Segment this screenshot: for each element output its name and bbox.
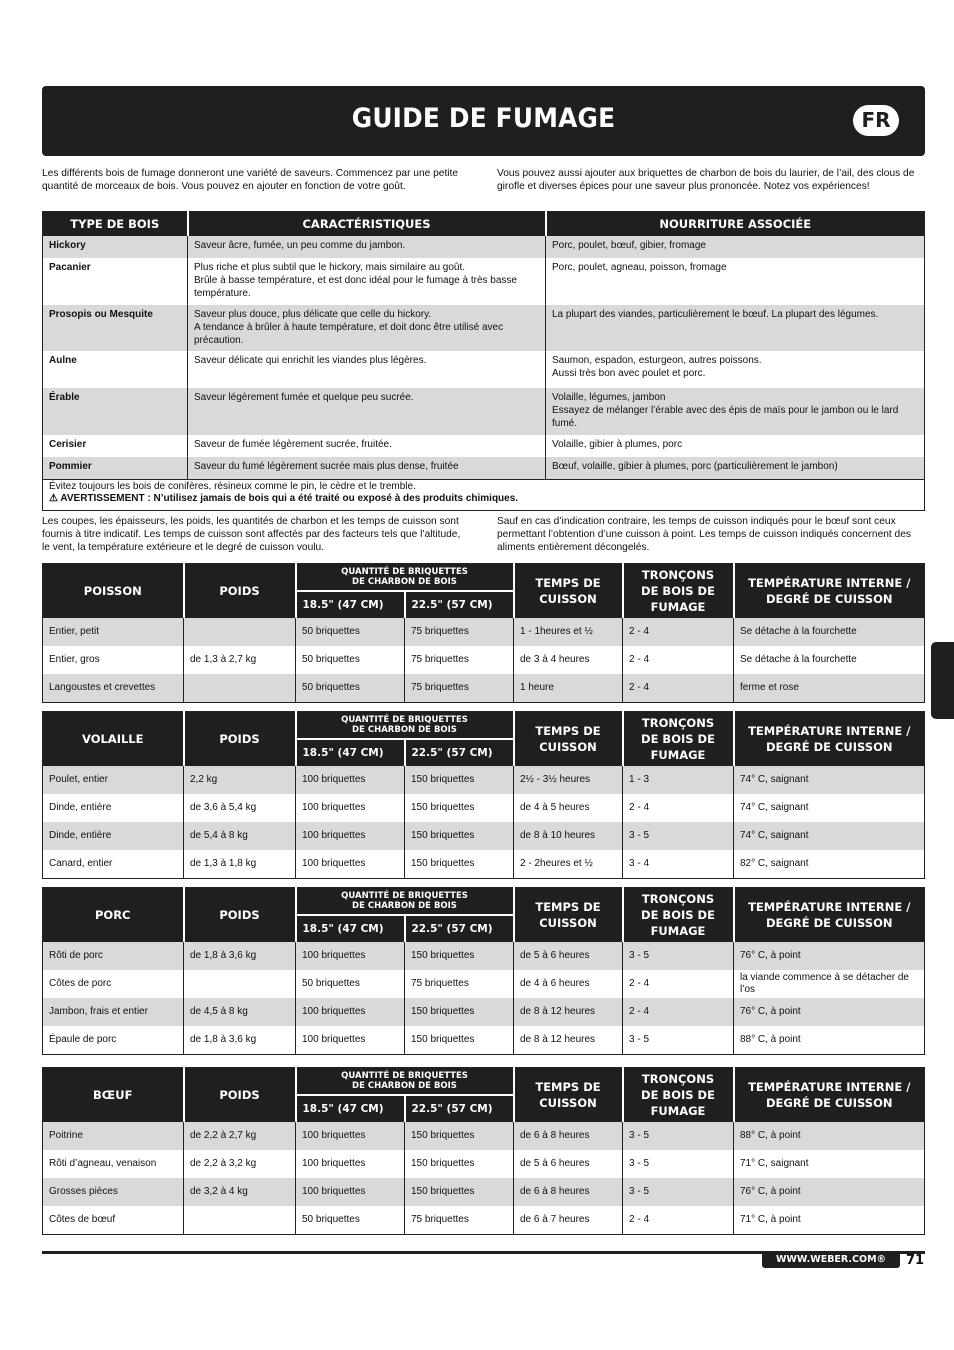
- wood-characteristics: Saveur de fumée légèrement sucrée, fruitée.: [188, 435, 546, 457]
- poisson-table: [42, 563, 925, 703]
- header-category: PORC: [43, 888, 184, 943]
- table-header-row: [43, 564, 925, 592]
- briquettes-57cm: 75 briquettes: [405, 1206, 514, 1235]
- briquettes-47cm: 100 briquettes: [296, 1178, 405, 1206]
- internal-temperature: 71° C, saignant: [734, 1150, 925, 1178]
- internal-temperature: 76° C, à point: [734, 942, 925, 970]
- briquettes-57cm: 75 briquettes: [405, 646, 514, 674]
- header-internal-temperature: TEMPÉRATURE INTERNE / DEGRÉ DE CUISSON: [734, 1068, 925, 1123]
- internal-temperature: la viande commence à se détacher de l’os: [734, 970, 925, 998]
- table-row: [43, 1178, 925, 1206]
- cooking-time: de 4 à 6 heures: [514, 970, 623, 998]
- wood-food: Porc, poulet, bœuf, gibier, fromage: [546, 236, 925, 258]
- briquettes-47cm: 100 briquettes: [296, 1122, 405, 1150]
- item-weight: de 2,2 à 2,7 kg: [184, 1122, 296, 1150]
- cooking-time: 1 heure: [514, 674, 623, 703]
- header-weight: POIDS: [184, 712, 296, 767]
- table-row: [43, 674, 925, 703]
- cooking-time: de 6 à 7 heures: [514, 1206, 623, 1235]
- header-size-57cm: 22.5" (57 CM): [405, 915, 514, 942]
- item-name: Entier, petit: [43, 618, 184, 646]
- briquettes-47cm: 100 briquettes: [296, 822, 405, 850]
- header-internal-temperature: TEMPÉRATURE INTERNE / DEGRÉ DE CUISSON: [734, 888, 925, 943]
- briquettes-57cm: 150 briquettes: [405, 942, 514, 970]
- wood-name: Pommier: [43, 457, 188, 479]
- header-weight: POIDS: [184, 564, 296, 619]
- briquettes-57cm: 150 briquettes: [405, 822, 514, 850]
- wood-chunks: 3 - 5: [623, 1026, 734, 1055]
- item-name: Entier, gros: [49, 654, 100, 665]
- briquettes-47cm: 50 briquettes: [296, 618, 405, 646]
- wood-row: [43, 305, 925, 351]
- wood-chunks: 2 - 4: [623, 998, 734, 1026]
- wood-chunks: 2 - 4: [623, 646, 734, 674]
- header-cooking-time: TEMPS DE CUISSON: [514, 888, 623, 943]
- header-size-57cm: 22.5" (57 CM): [405, 739, 514, 766]
- table-row: [43, 1026, 925, 1055]
- cooking-time: 2½ - 3½ heures: [514, 766, 623, 794]
- header-size-57cm: 22.5" (57 CM): [405, 1095, 514, 1122]
- internal-temperature: ferme et rose: [734, 674, 925, 703]
- item-name: Côtes de bœuf: [49, 1214, 116, 1225]
- header-briquette-quantity: QUANTITÉ DE BRIQUETTES DE CHARBON DE BOIS: [296, 1068, 514, 1096]
- header-weight: POIDS: [184, 888, 296, 943]
- item-weight: [184, 674, 296, 703]
- item-weight: de 1,3 à 1,8 kg: [184, 850, 296, 879]
- mid-left: Les coupes, les épaisseurs, les poids, les quantités de charbon et les temps de cuisson sont fournis à titre indicatif. Les temps de cuisson sont affectés par des facteurs tels que l’altitude, le vent, la température extérieure et le degré de cuisson voulu.: [42, 516, 461, 553]
- wood-food: Volaille, légumes, jambon Essayez de mélanger l’érable avec des épis de maïs pour le jambon ou le lard fumé.: [546, 388, 925, 435]
- briquettes-57cm: 150 briquettes: [405, 998, 514, 1026]
- cooking-time: 2 - 2heures et ½: [514, 850, 623, 879]
- wood-chunks: 1 - 3: [623, 766, 734, 794]
- header-category: POISSON: [43, 564, 184, 619]
- table-header-row: [43, 1068, 925, 1096]
- item-weight: [184, 1206, 296, 1235]
- section-tab-marker: [931, 642, 954, 719]
- wood-chunks: 3 - 5: [623, 1122, 734, 1150]
- table-row: [43, 794, 925, 822]
- wood-types-table: [42, 211, 925, 480]
- wood-chunks: 3 - 5: [623, 942, 734, 970]
- table-row: [43, 646, 925, 674]
- briquettes-57cm: 150 briquettes: [405, 1026, 514, 1055]
- wood-chunks: 3 - 4: [623, 850, 734, 879]
- intro-right: Vous pouvez aussi ajouter aux briquettes de charbon de bois du laurier, de l’ail, des clous de girofle et diverses épices pour une saveur plus prononcée. Notez vos expériences!: [497, 168, 915, 192]
- internal-temperature: Se détache à la fourchette: [734, 618, 925, 646]
- header-characteristics: CARACTÉRISTIQUES: [188, 212, 546, 237]
- header-size-47cm: 18.5" (47 CM): [296, 739, 405, 766]
- briquettes-47cm: 100 briquettes: [296, 998, 405, 1026]
- wood-chunks: 2 - 4: [623, 1206, 734, 1235]
- internal-temperature: 71° C, à point: [734, 1206, 925, 1235]
- header-food-pairing: NOURRITURE ASSOCIÉE: [546, 212, 925, 237]
- wood-note: [42, 478, 925, 511]
- cooking-time: de 6 à 8 heures: [514, 1122, 623, 1150]
- item-weight: [184, 970, 296, 998]
- wood-characteristics: Plus riche et plus subtil que le hickory, mais similaire au goût. Brûle à basse température, et est donc idéal pour le fumage à très basse température.: [188, 258, 546, 305]
- wood-name: Prosopis ou Mesquite: [43, 305, 188, 351]
- briquettes-57cm: 150 briquettes: [405, 766, 514, 794]
- item-weight: 2,2 kg: [184, 766, 296, 794]
- wood-name: Cerisier: [49, 439, 87, 450]
- wood-row: [43, 351, 925, 388]
- header-cooking-time: TEMPS DE CUISSON: [514, 712, 623, 767]
- mid-right: Sauf en cas d’indication contraire, les temps de cuisson indiqués pour le bœuf sont ceux permettant l’obtention d’une cuisson à point. Les temps de cuisson indiqués concernent des aliments entièrement décongelés.: [497, 516, 911, 553]
- internal-temperature: 88° C, à point: [734, 1122, 925, 1150]
- wood-food: Saumon, espadon, esturgeon, autres poissons. Aussi très bon avec poulet et porc.: [546, 351, 925, 388]
- header-internal-temperature: TEMPÉRATURE INTERNE / DEGRÉ DE CUISSON: [734, 564, 925, 619]
- table-row: [43, 942, 925, 970]
- briquettes-47cm: 50 briquettes: [296, 646, 405, 674]
- internal-temperature: 82° C, saignant: [734, 850, 925, 879]
- header-size-47cm: 18.5" (47 CM): [296, 1095, 405, 1122]
- cooking-time: de 8 à 12 heures: [514, 1026, 623, 1055]
- briquettes-57cm: 150 briquettes: [405, 1178, 514, 1206]
- wood-chunks: 3 - 5: [623, 1150, 734, 1178]
- header-wood-chunks: TRONÇONS DE BOIS DE FUMAGE: [623, 1068, 734, 1123]
- briquettes-47cm: 100 briquettes: [296, 766, 405, 794]
- page-header: [42, 86, 925, 156]
- item-name: Poitrine: [43, 1122, 184, 1150]
- table-row: [43, 1206, 925, 1235]
- table-row: [43, 1122, 925, 1150]
- internal-temperature: 74° C, saignant: [734, 794, 925, 822]
- item-name: Dinde, entière: [43, 822, 184, 850]
- header-category: BŒUF: [43, 1068, 184, 1123]
- wood-chunks: 3 - 5: [623, 822, 734, 850]
- header-wood-chunks: TRONÇONS DE BOIS DE FUMAGE: [623, 564, 734, 619]
- header-briquette-quantity: QUANTITÉ DE BRIQUETTES DE CHARBON DE BOIS: [296, 564, 514, 592]
- header-briquette-quantity: QUANTITÉ DE BRIQUETTES DE CHARBON DE BOIS: [296, 712, 514, 740]
- briquettes-57cm: 75 briquettes: [405, 674, 514, 703]
- cooking-time: de 8 à 12 heures: [514, 998, 623, 1026]
- header-wood-chunks: TRONÇONS DE BOIS DE FUMAGE: [623, 888, 734, 943]
- item-weight: de 4,5 à 8 kg: [184, 998, 296, 1026]
- item-weight: de 5,4 à 8 kg: [184, 822, 296, 850]
- item-weight: de 3,6 à 5,4 kg: [184, 794, 296, 822]
- item-name: Langoustes et crevettes: [43, 674, 184, 703]
- porc-table: [42, 887, 925, 1055]
- briquettes-57cm: 150 briquettes: [405, 794, 514, 822]
- table-row: [43, 766, 925, 794]
- briquettes-47cm: 50 briquettes: [296, 970, 405, 998]
- wood-name: Aulne: [49, 355, 77, 366]
- item-weight: de 2,2 à 3,2 kg: [184, 1150, 296, 1178]
- briquettes-47cm: 100 briquettes: [296, 942, 405, 970]
- item-weight: de 1,8 à 3,6 kg: [184, 1026, 296, 1055]
- wood-name: Érable: [43, 388, 188, 435]
- briquettes-47cm: 100 briquettes: [296, 1026, 405, 1055]
- page-number: 71: [906, 1253, 925, 1268]
- wood-chunks: 3 - 5: [623, 1178, 734, 1206]
- wood-food: La plupart des viandes, particulièrement le bœuf. La plupart des légumes.: [546, 305, 925, 351]
- wood-name: Pacanier: [49, 262, 91, 273]
- wood-chunks: 2 - 4: [623, 970, 734, 998]
- header-size-47cm: 18.5" (47 CM): [296, 915, 405, 942]
- cooking-time: 1 - 1heures et ½: [514, 618, 623, 646]
- item-name: Épaule de porc: [49, 1034, 117, 1045]
- table-row: [43, 998, 925, 1026]
- internal-temperature: Se détache à la fourchette: [734, 646, 925, 674]
- cooking-time: de 8 à 10 heures: [514, 822, 623, 850]
- item-name: Poulet, entier: [43, 766, 184, 794]
- header-cooking-time: TEMPS DE CUISSON: [514, 1068, 623, 1123]
- briquettes-57cm: 150 briquettes: [405, 1122, 514, 1150]
- wood-table-header: [43, 212, 925, 237]
- cooking-time: de 6 à 8 heures: [514, 1178, 623, 1206]
- internal-temperature: 76° C, à point: [734, 1178, 925, 1206]
- header-category: VOLAILLE: [43, 712, 184, 767]
- header-weight: POIDS: [184, 1068, 296, 1123]
- briquettes-47cm: 100 briquettes: [296, 1150, 405, 1178]
- wood-name: Hickory: [43, 236, 188, 258]
- item-name: Canard, entier: [49, 858, 113, 869]
- briquettes-47cm: 100 briquettes: [296, 794, 405, 822]
- header-internal-temperature: TEMPÉRATURE INTERNE / DEGRÉ DE CUISSON: [734, 712, 925, 767]
- table-row: [43, 1150, 925, 1178]
- wood-row: [43, 236, 925, 258]
- wood-food: Bœuf, volaille, gibier à plumes, porc (particulièrement le jambon): [546, 457, 925, 479]
- wood-chunks: 2 - 4: [623, 794, 734, 822]
- volaille-table: [42, 711, 925, 879]
- item-name: Rôti de porc: [43, 942, 184, 970]
- table-header-row: [43, 712, 925, 740]
- header-wood-chunks: TRONÇONS DE BOIS DE FUMAGE: [623, 712, 734, 767]
- table-row: [43, 618, 925, 646]
- briquettes-57cm: 75 briquettes: [405, 618, 514, 646]
- wood-food: Volaille, gibier à plumes, porc: [546, 435, 925, 457]
- briquettes-57cm: 150 briquettes: [405, 850, 514, 879]
- wood-characteristics: Saveur délicate qui enrichit les viandes plus légères.: [188, 351, 546, 388]
- header-cooking-time: TEMPS DE CUISSON: [514, 564, 623, 619]
- item-name: Côtes de porc: [49, 978, 112, 989]
- cooking-time: de 4 à 5 heures: [514, 794, 623, 822]
- wood-row: [43, 435, 925, 457]
- internal-temperature: 74° C, saignant: [734, 766, 925, 794]
- table-row: [43, 822, 925, 850]
- briquettes-47cm: 50 briquettes: [296, 674, 405, 703]
- table-row: [43, 850, 925, 879]
- wood-food: Porc, poulet, agneau, poisson, fromage: [546, 258, 925, 305]
- item-name: Jambon, frais et entier: [43, 998, 184, 1026]
- wood-characteristics: Saveur âcre, fumée, un peu comme du jambon.: [188, 236, 546, 258]
- internal-temperature: 74° C, saignant: [734, 822, 925, 850]
- wood-chunks: 2 - 4: [623, 618, 734, 646]
- intro-left: Les différents bois de fumage donneront une variété de saveurs. Commencez par une petite quantité de morceaux de bois. Vous pouvez en ajouter en fonction de votre goût.: [42, 168, 459, 192]
- briquettes-47cm: 100 briquettes: [296, 850, 405, 879]
- wood-note-text: Évitez toujours les bois de conifères, résineux comme le pin, le cèdre et le tremble.: [49, 481, 416, 492]
- header-size-57cm: 22.5" (57 CM): [405, 591, 514, 618]
- internal-temperature: 76° C, à point: [734, 998, 925, 1026]
- wood-characteristics: Saveur plus douce, plus délicate que celle du hickory. A tendance à brûler à haute température, et doit donc être utilisé avec précaution.: [188, 305, 546, 351]
- item-name: Rôti d’agneau, venaison: [49, 1158, 157, 1169]
- wood-warning: [49, 493, 918, 505]
- website-label: WWW.WEBER.COM®: [762, 1251, 900, 1268]
- item-weight: de 1,8 à 3,6 kg: [184, 942, 296, 970]
- wood-chunks: 2 - 4: [623, 674, 734, 703]
- briquettes-57cm: 150 briquettes: [405, 1150, 514, 1178]
- item-weight: de 3,2 à 4 kg: [184, 1178, 296, 1206]
- wood-row: [43, 457, 925, 479]
- warning-text: ⚠ AVERTISSEMENT : N’utilisez jamais de bois qui a été traité ou exposé à des produits chimiques.: [49, 493, 519, 504]
- cooking-time: de 5 à 6 heures: [514, 942, 623, 970]
- page-title: GUIDE DE FUMAGE: [351, 103, 616, 134]
- item-weight: [184, 618, 296, 646]
- wood-row: [43, 258, 925, 305]
- table-header-row: [43, 888, 925, 916]
- header-size-47cm: 18.5" (47 CM): [296, 591, 405, 618]
- table-row: [43, 970, 925, 998]
- briquettes-57cm: 75 briquettes: [405, 970, 514, 998]
- item-name: Dinde, entière: [49, 802, 112, 813]
- briquettes-47cm: 50 briquettes: [296, 1206, 405, 1235]
- item-weight: de 1,3 à 2,7 kg: [184, 646, 296, 674]
- internal-temperature: 88° C, à point: [734, 1026, 925, 1055]
- header-wood-type: TYPE DE BOIS: [43, 212, 188, 237]
- cooking-time: de 5 à 6 heures: [514, 1150, 623, 1178]
- boeuf-table: [42, 1067, 925, 1235]
- header-briquette-quantity: QUANTITÉ DE BRIQUETTES DE CHARBON DE BOIS: [296, 888, 514, 916]
- wood-characteristics: Saveur du fumé légèrement sucrée mais plus dense, fruitée: [188, 457, 546, 479]
- wood-row: [43, 388, 925, 435]
- wood-characteristics: Saveur légèrement fumée et quelque peu sucrée.: [188, 388, 546, 435]
- cooking-time: de 3 à 4 heures: [514, 646, 623, 674]
- language-badge: FR: [853, 105, 899, 136]
- item-name: Grosses pièces: [43, 1178, 184, 1206]
